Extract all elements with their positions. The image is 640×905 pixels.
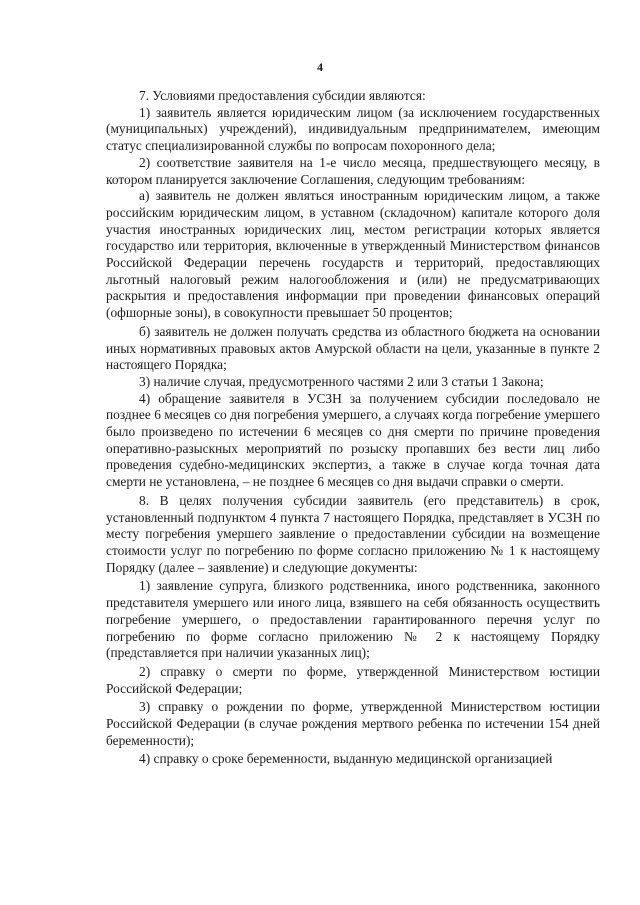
paragraph: а) заявитель не должен являться иностранным юридическим лицом, а также российским юридическим лицом, в уставном (складочном) капитале которого доля участия иностранных юридических лиц, местом регистрации которых является государство или территория, включенные в утвержденный Министерством финансов Российской Федерации перечень государств и территорий, предоставляющих льготный налоговый режим налогообложения и (или) не предусматривающих раскрытия и предоставления информации при проведении финансовых операций (офшорные зоны), в совокупности превышает 50 процентов;	[106, 188, 600, 321]
paragraph: 8. В целях получения субсидии заявитель (его представитель) в срок, установленный подпунктом 4 пункта 7 настоящего Порядка, представляет в УСЗН по месту погребения умершего заявление о предоставлении субсидии на возмещение стоимости услуг по погребению по форме согласно приложению № 1 к настоящему Порядку (далее – заявление) и следующие документы:	[106, 492, 600, 575]
page-number: 4	[317, 60, 323, 74]
paragraph: 2) соответствие заявителя на 1-е число месяца, предшествующего месяцу, в котором планируется заключение Соглашения, следующим требованиям:	[106, 154, 600, 187]
paragraph: 3) справку о рождении по форме, утвержденной Министерством юстиции Российской Федерации (в случае рождения мертвого ребенка по истечении 154 дней беременности);	[106, 699, 600, 748]
paragraph: 7. Условиями предоставления субсидии являются:	[139, 88, 426, 103]
paragraph: 4) обращение заявителя в УСЗН за получением субсидии последовало не позднее 6 месяцев со дня погребения умершего, а случаях когда погребение умершего было произведено по истечении 6 месяцев со дня смерти по причине проведения оперативно-разыскных мероприятий по розыску пропавших без вести лиц либо проведения судебно-медицинских экспертиз, а также в случае когда точная дата смерти не установлена, – не позднее 6 месяцев со дня выдачи справки о смерти.	[106, 390, 600, 490]
paragraph: 4) справку о сроке беременности, выданную медицинской организацией	[139, 751, 553, 767]
paragraph: 1) заявитель является юридическим лицом (за исключением государственных (муниципальных) учреждений), индивидуальным предпринимателем, имеющим статус специализированной службы по вопросам похоронного дела;	[106, 104, 600, 154]
paragraph: 1) заявление супруга, близкого родственника, иного родственника, законного представителя умершего или иного лица, взявшего на себя обязанность осуществить погребение умершего, о предоставлении гарантированного перечня услуг по погребению по форме согласно приложению № 2 к настоящему Порядку (представляется при наличии указанных лиц);	[106, 578, 600, 661]
paragraph: б) заявитель не должен получать средства из областного бюджета на основании иных нормативных правовых актов Амурской области на цели, указанные в пункте 2 настоящего Порядка;	[106, 323, 600, 373]
paragraph: 3) наличие случая, предусмотренного частями 2 или 3 статьи 1 Закона;	[139, 373, 544, 389]
document-body	[106, 88, 600, 768]
paragraph: 2) справку о смерти по форме, утвержденной Министерством юстиции Российской Федерации;	[106, 663, 600, 696]
